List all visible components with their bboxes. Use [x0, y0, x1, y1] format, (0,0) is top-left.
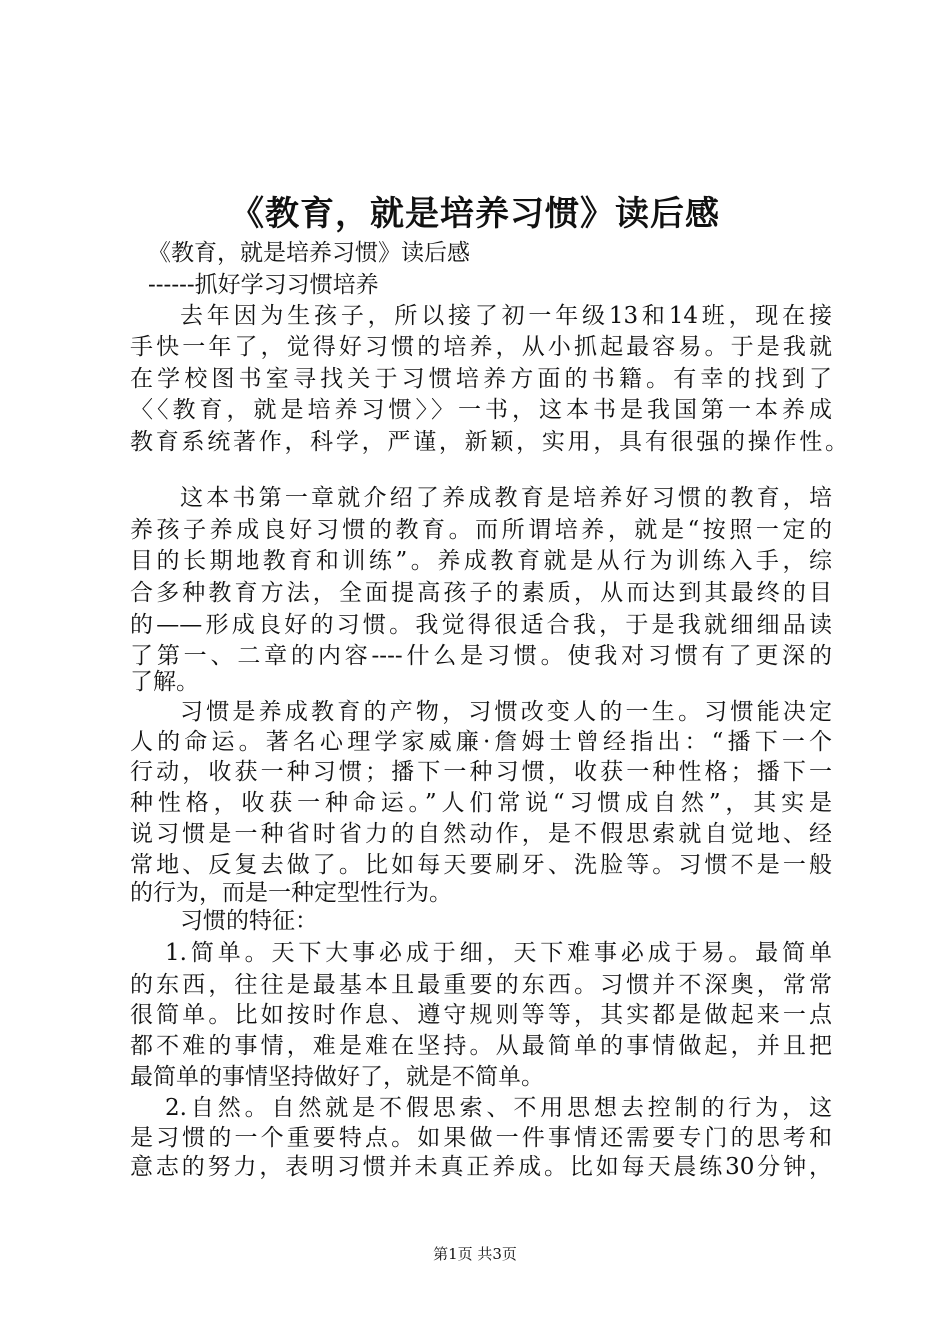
text-line: 种性格，收获一种命运。”人们常说“习惯成自然”，其实是 [130, 790, 832, 816]
text-line: 的东西，往往是最基本且最重要的东西。习惯并不深奥，常常 [130, 972, 832, 998]
text-line: 是习惯的一个重要特点。如果做一件事情还需要专门的思考和 [130, 1125, 832, 1151]
text-line: 很简单。比如按时作息、遵守规则等等，其实都是做起来一点 [130, 1002, 832, 1028]
subheading: ------抓好学习习惯培养 [148, 272, 379, 298]
text-line: 教育系统著作，科学，严谨，新颖，实用，具有很强的操作性。 [130, 429, 848, 455]
text-line: 这本书第一章就介绍了养成教育是培养好习惯的教育，培 [180, 485, 832, 511]
text-line: 的行为，而是一种定型性行为。 [130, 880, 452, 906]
document-title: 《教育，就是培养习惯》读后感 [230, 194, 720, 234]
text-line: 的——形成良好的习惯。我觉得很适合我，于是我就细细品读 [130, 612, 832, 638]
subtitle: 《教育，就是培养习惯》读后感 [148, 240, 470, 266]
text-line: 手快一年了，觉得好习惯的培养，从小抓起最容易。于是我就 [130, 334, 832, 360]
text-line: 1.简单。天下大事必成于细，天下难事必成于易。最简单 [165, 940, 832, 966]
text-line: 都不难的事情，难是难在坚持。从最简单的事情做起，并且把 [130, 1033, 832, 1059]
text-line: 意志的努力，表明习惯并未真正养成。比如每天晨练30分钟， [130, 1154, 832, 1180]
text-line: 〈〈教育，就是培养习惯〉〉一书，这本书是我国第一本养成 [130, 397, 832, 423]
text-line: 说习惯是一种省时省力的自然动作，是不假思索就自觉地、经 [130, 821, 832, 847]
text-line: 养孩子养成良好习惯的教育。而所谓培养，就是“按照一定的 [130, 517, 832, 543]
text-line: 合多种教育方法，全面提高孩子的素质，从而达到其最终的目 [130, 580, 832, 606]
text-line: 习惯是养成教育的产物，习惯改变人的一生。习惯能决定 [180, 699, 832, 725]
text-line: 2.自然。自然就是不假思索、不用思想去控制的行为，这 [165, 1095, 832, 1121]
text-line: 了第一、二章的内容----什么是习惯。使我对习惯有了更深的 [130, 643, 832, 669]
page-number: 第1页 共3页 [433, 1245, 517, 1263]
text-line: 行动，收获一种习惯；播下一种习惯，收获一种性格；播下一 [130, 759, 832, 785]
text-line: 最简单的事情坚持做好了，就是不简单。 [130, 1064, 544, 1090]
section-heading: 习惯的特征： [180, 908, 318, 934]
text-line: 了解。 [130, 669, 199, 695]
text-line: 人的命运。著名心理学家威廉·詹姆士曾经指出：“播下一个 [130, 729, 832, 755]
text-line: 目的长期地教育和训练”。养成教育就是从行为训练入手，综 [130, 548, 832, 574]
text-line: 去年因为生孩子，所以接了初一年级13和14班，现在接 [180, 303, 832, 329]
text-line: 常地、反复去做了。比如每天要刷牙、洗脸等。习惯不是一般 [130, 852, 832, 878]
text-line: 在学校图书室寻找关于习惯培养方面的书籍。有幸的找到了 [130, 366, 832, 392]
